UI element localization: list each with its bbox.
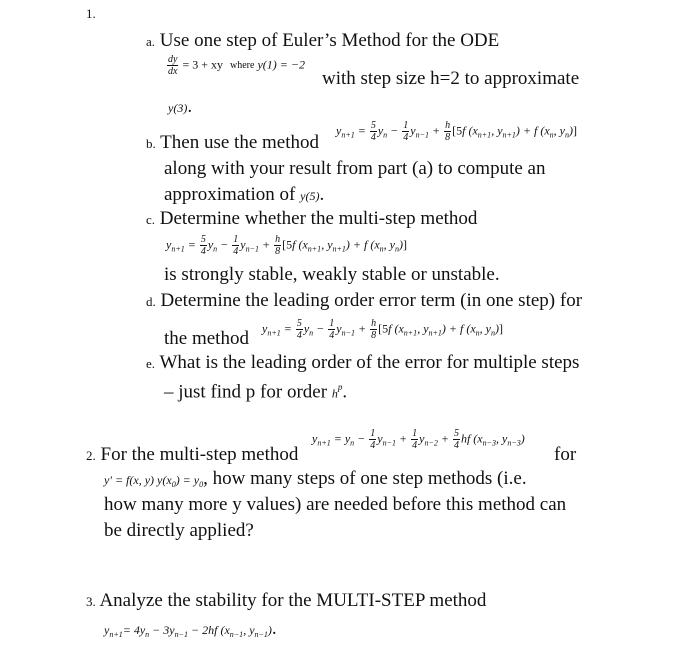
problem-3-text: Analyze the stability for the MULTI-STEP method [99,590,487,611]
part-1b-line3 [164,184,324,206]
target-y3-period: . [187,96,193,117]
part-1c-text: Determine whether the multi-step method [159,208,478,229]
part-1c [146,208,477,231]
part-1b-text: Then use the method [160,132,319,153]
part-1b [146,132,319,155]
part-1b-label: b. [146,136,156,151]
problem-2-line3: how many more y values) are needed before this method can [104,494,567,515]
order-exponent: p [337,382,343,392]
part-1c-line3: is strongly stable, weakly stable or unstable. [164,264,500,285]
method-formula-d: $y_{n+1}$ = $\frac{5}{4}$ $y_n$ − $\frac{1}{4}$ $y_{n-1}$ + $\frac{h}{8}$ [5f ($x_{n+1}$, $y_{n+1}) + f$ ($x_n$, $y_n$)] [262,318,503,341]
ode-rhs: = 3 + xy [182,57,223,72]
formula-3-period: . [271,618,277,639]
target-y3 [168,96,192,118]
part-1e-text: What is the leading order of the error for multiple steps [159,352,580,373]
part-1b-line3-text: approximation of [164,184,296,205]
step-size-text: with step size h=2 to approximate [322,68,580,89]
ode-2-lhs: y′ = f(x, y) y(x [104,473,172,487]
formula-3-part2: − 3y [149,623,175,637]
problem-2 [86,444,298,467]
target-y5: y(5) [300,189,320,203]
part-1d-label: d. [146,294,156,309]
problem-3-number: 3. [86,594,96,609]
method-formula-c: $y_{n+1}$ = $\frac{5}{4}$ $y_n$ − $\frac{1}{4}$ $y_{n-1}$ + $\frac{h}{8}$ [5f ($x_{n+1}$, $y_{n+1}) + f$ ($x_n$, $y_n$)] [166,234,407,257]
part-1d-text: Determine the leading order error term (in one step) for [160,290,583,311]
formula-3-part4: ) [267,623,272,637]
method-formula-3: $y_{n+1}= 4y_n - 3y_{n-1} - 2hf$ ($x_{n-1}$, $y_{n-1}$). [104,618,277,639]
part-1e-line2-text: – just find p for order [164,381,328,403]
order-h: h [331,386,338,401]
target-y5-period: . [319,184,325,205]
problem-2-line4: be directly applied? [104,520,254,541]
initial-condition: y(1) = −2 [257,57,305,72]
part-1a [146,30,499,53]
problem-2-line2-tail: , how many steps of one step methods (i.e. [203,468,527,489]
part-1e-label: e. [146,356,156,371]
formula-3-part1: = 4y [122,623,146,637]
part-1c-label: c. [146,212,156,227]
problem-2-for: for [554,444,577,465]
part-1d-line2: the method [164,328,249,349]
method-formula-b: $y_{n+1}$ = $\frac{5}{4}$ $y_n$ − $\frac{1}{4}$ $y_{n-1}$ + $\frac{h}{8}$ [5f ($x_{n+1}$, $y_{n+1}) + f$ ($x_n$, $y_n$)] [336,120,577,143]
ode-1a [166,54,305,77]
derivative-fraction: $\frac{dy}{dx}$ [168,54,178,77]
order-period: . [342,381,348,403]
part-1a-label: a. [146,34,156,49]
problem-3 [86,590,486,613]
problem-2-number: 2. [86,448,96,463]
method-formula-2: $y_{n+1} = y_n$ − $\frac{1}{4}$ $y_{n-1}$ + $\frac{1}{4}$ $y_{n-2}$ + $\frac{5}{4}$ hf ($x_{n-3}$, $y_{n-3}$) [312,428,525,451]
where-word: where [230,60,255,72]
ode-2-rhs: ) = y [175,473,200,487]
target-y3-value: y(3) [168,101,188,115]
part-1e [146,352,579,375]
part-1b-line2: along with your result from part (a) to compute an [164,158,546,179]
part-1a-text: Use one step of Euler’s Method for the ODE [159,30,500,51]
part-1e-line2 [164,376,347,403]
problem-1-number: 1. [86,6,96,21]
problem-2-line2: y′ = f(x, y) $y(x_0) = y_0$, how many steps of one step methods (i.e. [104,468,527,489]
part-1d [146,290,582,313]
problem-2-text: For the multi-step method [100,444,299,465]
formula-3-part3: − 2hf (x [188,623,230,637]
